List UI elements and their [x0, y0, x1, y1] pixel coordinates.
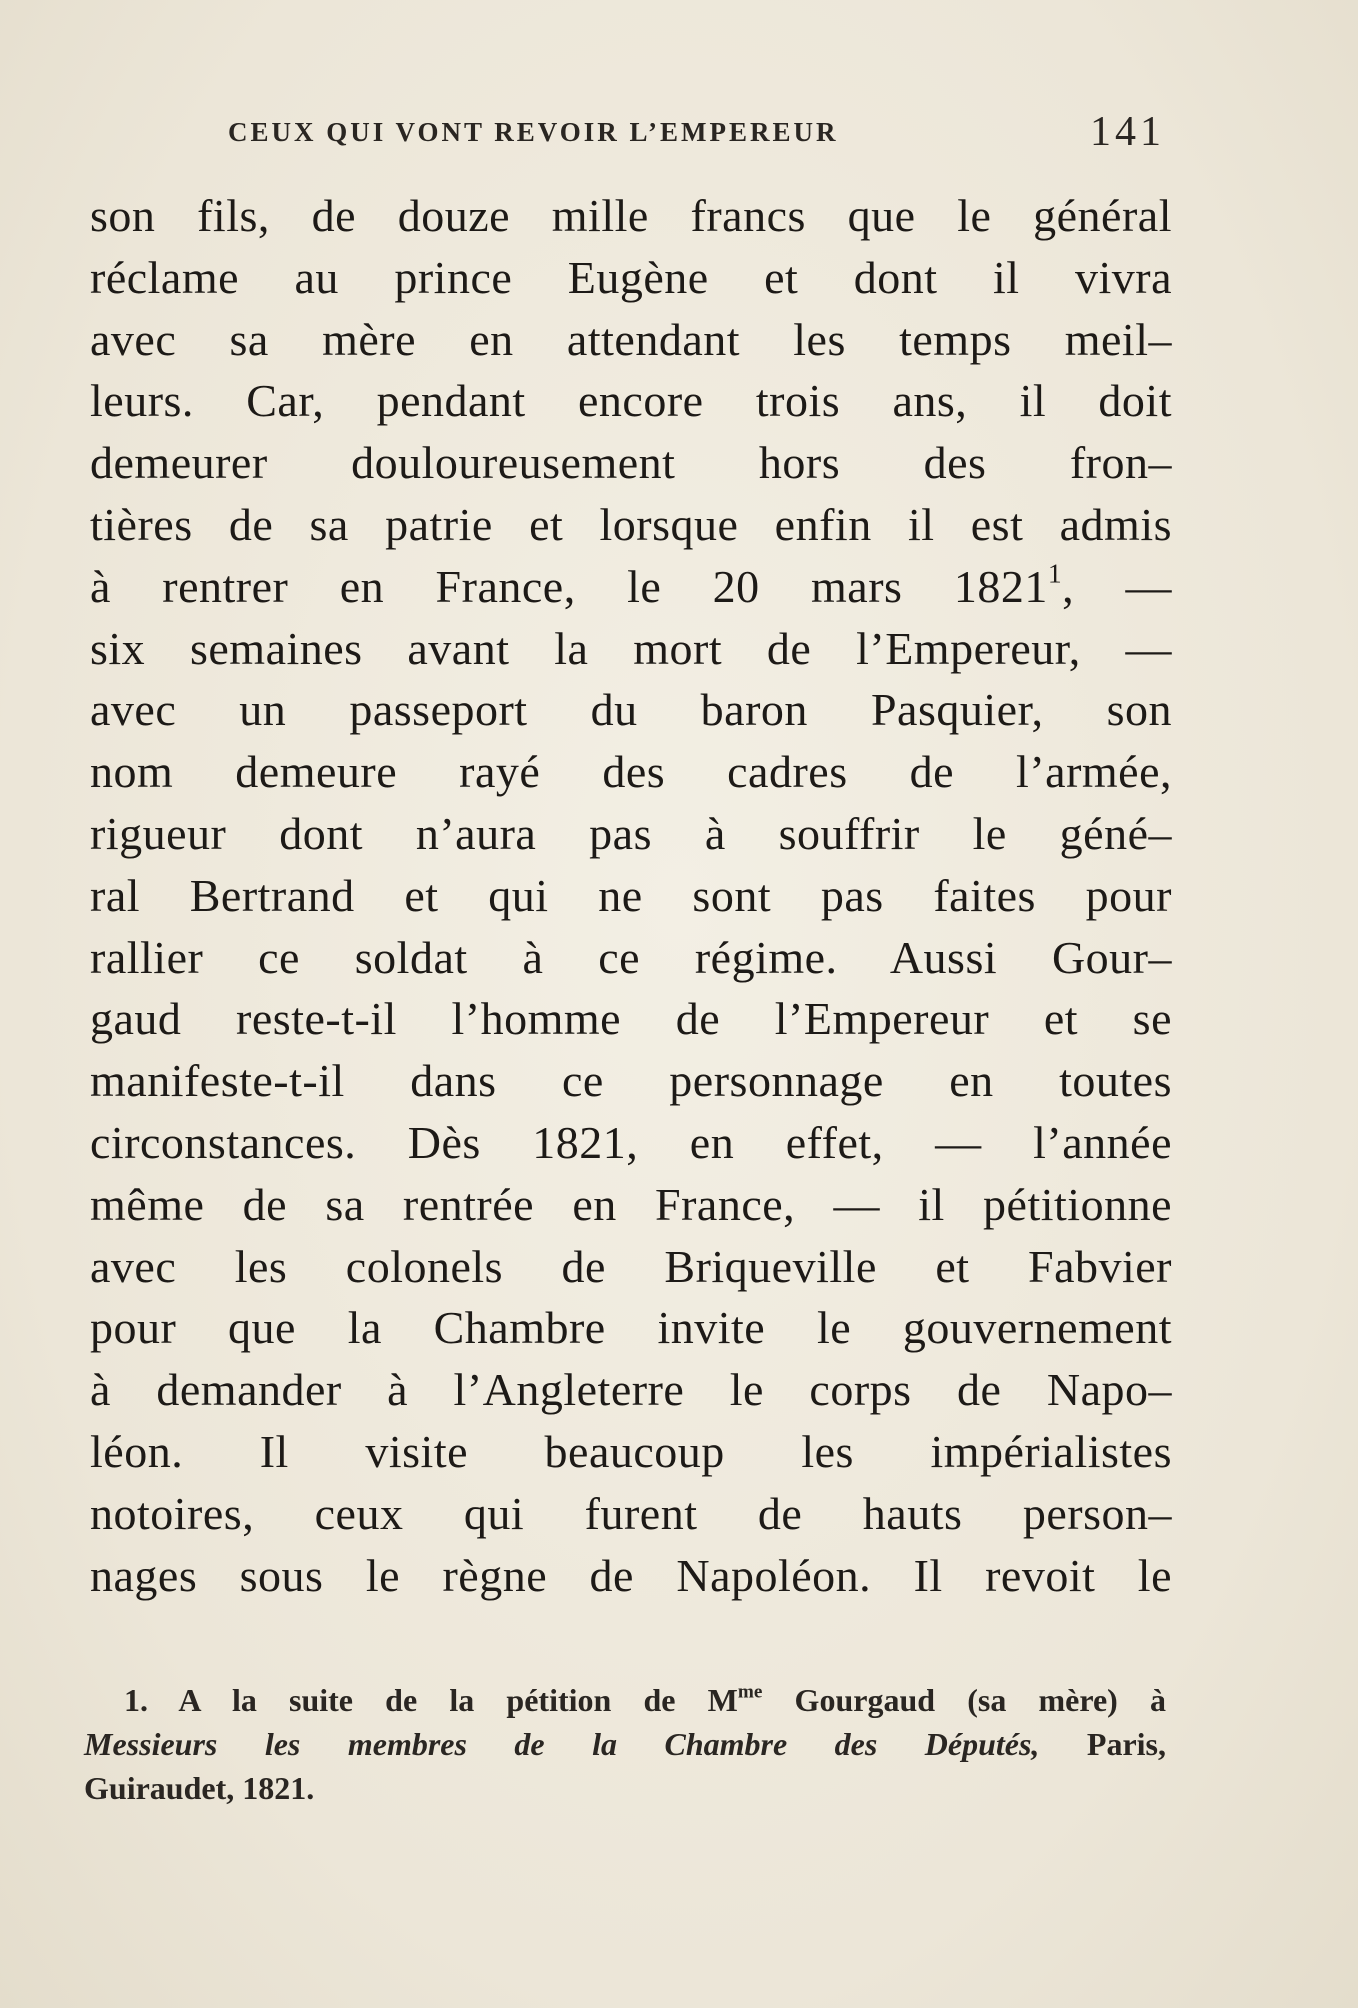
text-line: même de sa rentrée en France, — il pétitionne	[90, 1178, 1172, 1230]
text-line: léon. Il visite beaucoup les impérialistes	[90, 1425, 1172, 1477]
text-line: pour que la Chambre invite le gouvernement	[90, 1302, 1172, 1354]
text-line-with-footnote	[90, 556, 1172, 618]
text-line: avec un passeport du baron Pasquier, son	[90, 684, 1172, 736]
text-line: ral Bertrand et qui ne sont pas faites pour	[90, 869, 1172, 921]
footnote-superscript: me	[737, 1681, 763, 1703]
footnote	[84, 1678, 1166, 1810]
footnote-text: Gourgaud (sa mère) à	[762, 1682, 1167, 1718]
text-line: rallier ce soldat à ce régime. Aussi Gour–	[90, 931, 1172, 983]
body-text	[90, 185, 1172, 1606]
text-line: à demander à l’Angleterre le corps de Napo–	[90, 1364, 1172, 1416]
text-line: son fils, de douze mille francs que le général	[90, 190, 1172, 241]
running-title: CEUX QUI VONT REVOIR L’EMPEREUR	[228, 117, 839, 147]
footnote-italic-title: Messieurs les membres de la Chambre des Députés,	[84, 1726, 1040, 1762]
text-line: avec les colonels de Briqueville et Fabvier	[90, 1240, 1172, 1292]
text-line: rigueur dont n’aura pas à souffrir le géné–	[90, 807, 1172, 859]
text-line: gaud reste-t-il l’homme de l’Empereur et se	[90, 993, 1172, 1045]
footnote-text: Paris,	[1039, 1726, 1167, 1762]
text-line: nages sous le règne de Napoléon. Il revoit le	[90, 1549, 1172, 1601]
text-line: avec sa mère en attendant les temps meil–	[90, 313, 1172, 365]
running-head	[228, 109, 1228, 162]
page-number: 141	[1090, 109, 1165, 155]
footnote-number: 1.	[124, 1682, 148, 1718]
text-line: notoires, ceux qui furent de hauts person–	[90, 1487, 1172, 1539]
footnote-marker: 1	[1047, 557, 1063, 589]
footnote-line	[84, 1722, 1166, 1766]
text-line-segment: à rentrer en France, le 20 mars 1821	[90, 560, 1048, 612]
text-line: circonstances. Dès 1821, en effet, — l’année	[90, 1116, 1172, 1168]
text-line: demeurer douloureusement hors des fron–	[90, 437, 1172, 489]
text-line: six semaines avant la mort de l’Empereur, —	[90, 622, 1172, 674]
text-line: réclame au prince Eugène et dont il vivra	[90, 251, 1172, 303]
text-line: manifeste-t-il dans ce personnage en toutes	[90, 1055, 1172, 1107]
text-line: leurs. Car, pendant encore trois ans, il doit	[90, 375, 1172, 427]
text-line: nom demeure rayé des cadres de l’armée,	[90, 746, 1172, 798]
footnote-text: A la suite de la pétition de M	[178, 1682, 738, 1718]
footnote-line	[84, 1678, 1166, 1722]
text-line-segment: , —	[1062, 560, 1173, 612]
text-line: tières de sa patrie et lorsque enfin il est admis	[90, 498, 1172, 550]
footnote-line: Guiraudet, 1821.	[84, 1770, 315, 1806]
